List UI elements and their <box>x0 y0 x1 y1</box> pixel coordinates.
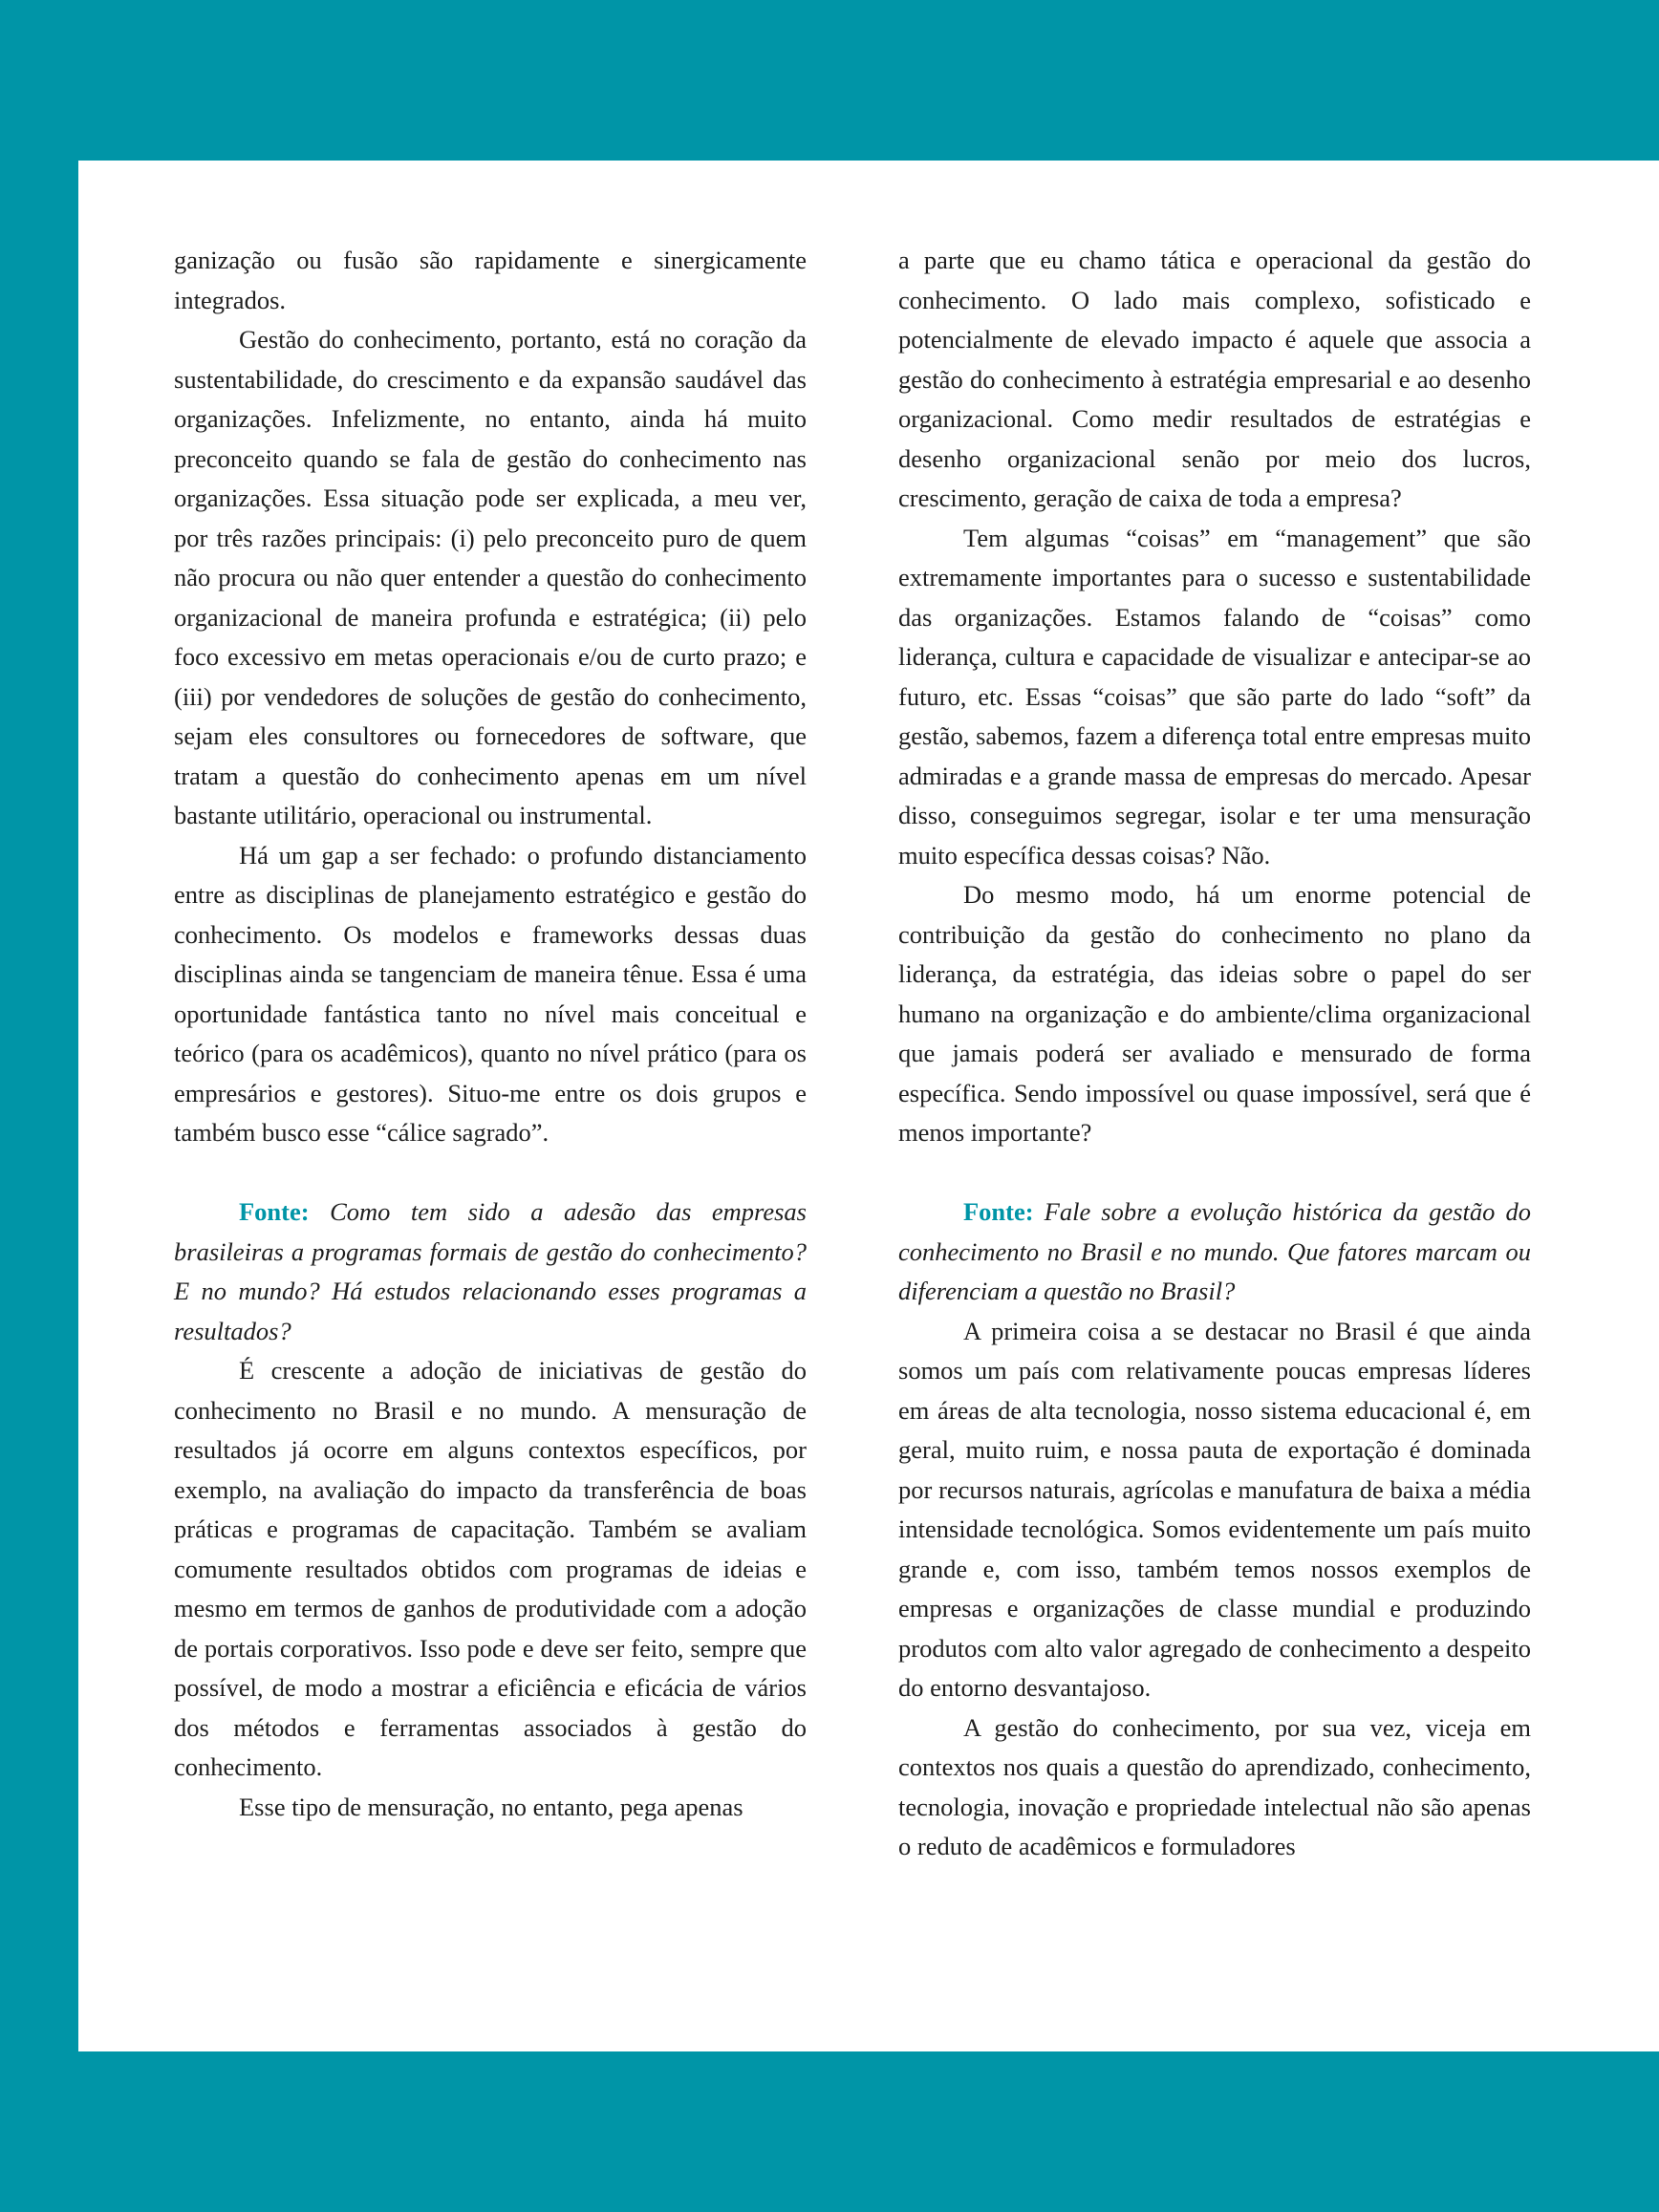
paragraph: ganização ou fusão são rapidamente e sinergicamente integrados. <box>174 246 807 314</box>
question-text: Como tem sido a adesão das empresas brasileiras a programas formais de gestão do conhecimento? E no mundo? Há estudos relacionando esses programas a resultados? <box>174 1197 807 1345</box>
question-label: Fonte: <box>239 1197 310 1226</box>
paragraph: Do mesmo modo, há um enorme potencial de contribuição da gestão do conhecimento no plano da liderança, da estratégia, das ideias sobre o papel do ser humano na organização e do ambiente/clima organizacional que jamais poderá ser avaliado e mensurado de forma específica. Sendo impossível ou quase impossível, será que é menos importante? <box>898 880 1531 1147</box>
paragraph: Há um gap a ser fechado: o profundo distanciamento entre as disciplinas de planejamento estratégico e gestão do conhecimento. Os modelos e frameworks dessas duas disciplinas ainda se tangenciam de maneira tênue. Essa é uma oportunidade fantástica tanto no nível mais conceitual e teórico (para os acadêmicos), quanto no nível prático (para os empresários e gestores). Situo-me entre os dois grupos e também busco esse “cálice sagrado”. <box>174 840 807 1147</box>
right-column <box>898 241 1531 1867</box>
paragraph: A gestão do conhecimento, por sua vez, viceja em contextos nos quais a questão do aprendizado, conhecimento, tecnologia, inovação e propriedade intelectual não são apenas o reduto de acadêmicos e formuladores <box>898 1712 1531 1860</box>
paragraph: Esse tipo de mensuração, no entanto, pega apenas <box>239 1792 743 1821</box>
interview-question <box>174 1192 807 1351</box>
paragraph: a parte que eu chamo tática e operacional da gestão do conhecimento. O lado mais complexo, sofisticado e potencialmente de elevado impacto é aquele que associa a gestão do conhecimento à estratégia empresarial e ao desenho organizacional. Como medir resultados de estratégias e desenho organizacional senão por meio dos lucros, crescimento, geração de caixa de toda a empresa? <box>898 246 1531 512</box>
paragraph: A primeira coisa a se destacar no Brasil é que ainda somos um país com relativamente poucas empresas líderes em áreas de alta tecnologia, nosso sistema educacional é, em geral, muito ruim, e nossa pauta de exportação é dominada por recursos naturais, agrícolas e manufatura de baixa a média intensidade tecnológica. Somos evidentemente um país muito grande e, com isso, também temos nossos exemplos de empresas e organizações de classe mundial e produzindo produtos com alto valor agregado de conhecimento a despeito do entorno desvantajoso. <box>898 1316 1531 1702</box>
paragraph: Gestão do conhecimento, portanto, está no coração da sustentabilidade, do crescimento e da expansão saudável das organizações. Infelizmente, no entanto, ainda há muito preconceito quando se fala de gestão do conhecimento nas organizações. Essa situação pode ser explicada, a meu ver, por três razões principais: (i) pelo preconceito puro de quem não procura ou não quer entender a questão do conhecimento organizacional de maneira profunda e estratégica; (ii) pelo foco excessivo em metas operacionais e/ou de curto prazo; e (iii) por vendedores de soluções de gestão do conhecimento, sejam eles consultores ou fornecedores de software, que tratam a questão do conhecimento apenas em um nível bastante utilitário, operacional ou instrumental. <box>174 325 807 829</box>
question-label: Fonte: <box>963 1197 1034 1226</box>
paragraph: Tem algumas “coisas” em “management” que são extremamente importantes para o sucesso e sustentabilidade das organizações. Estamos falando de “coisas” como liderança, cultura e capacidade de visualizar e antecipar-se ao futuro, etc. Essas “coisas” que são parte do lado “soft” da gestão, sabemos, fazem a diferença total entre empresas muito admiradas e a grande massa de empresas do mercado. Apesar disso, conseguimos segregar, isolar e ter uma mensuração muito específica dessas coisas? Não. <box>898 523 1531 870</box>
interview-question <box>898 1192 1531 1312</box>
question-text: Fale sobre a evolução histórica da gestão do conhecimento no Brasil e no mundo. Que fatores marcam ou diferenciam a questão no Brasil? <box>898 1197 1531 1305</box>
paragraph: É crescente a adoção de iniciativas de gestão do conhecimento no Brasil e no mundo. A mensuração de resultados já ocorre em alguns contextos específicos, por exemplo, na avaliação do impacto da transferência de boas práticas e programas de capacitação. Também se avaliam comumente resultados obtidos com programas de ideias e mesmo em termos de ganhos de produtividade com a adoção de portais corporativos. Isso pode e deve ser feito, sempre que possível, de modo a mostrar a eficiência e eficácia de vários dos métodos e ferramentas associados à gestão do conhecimento. <box>174 1356 807 1781</box>
left-column <box>174 241 807 1827</box>
page-sheet <box>78 161 1659 2051</box>
